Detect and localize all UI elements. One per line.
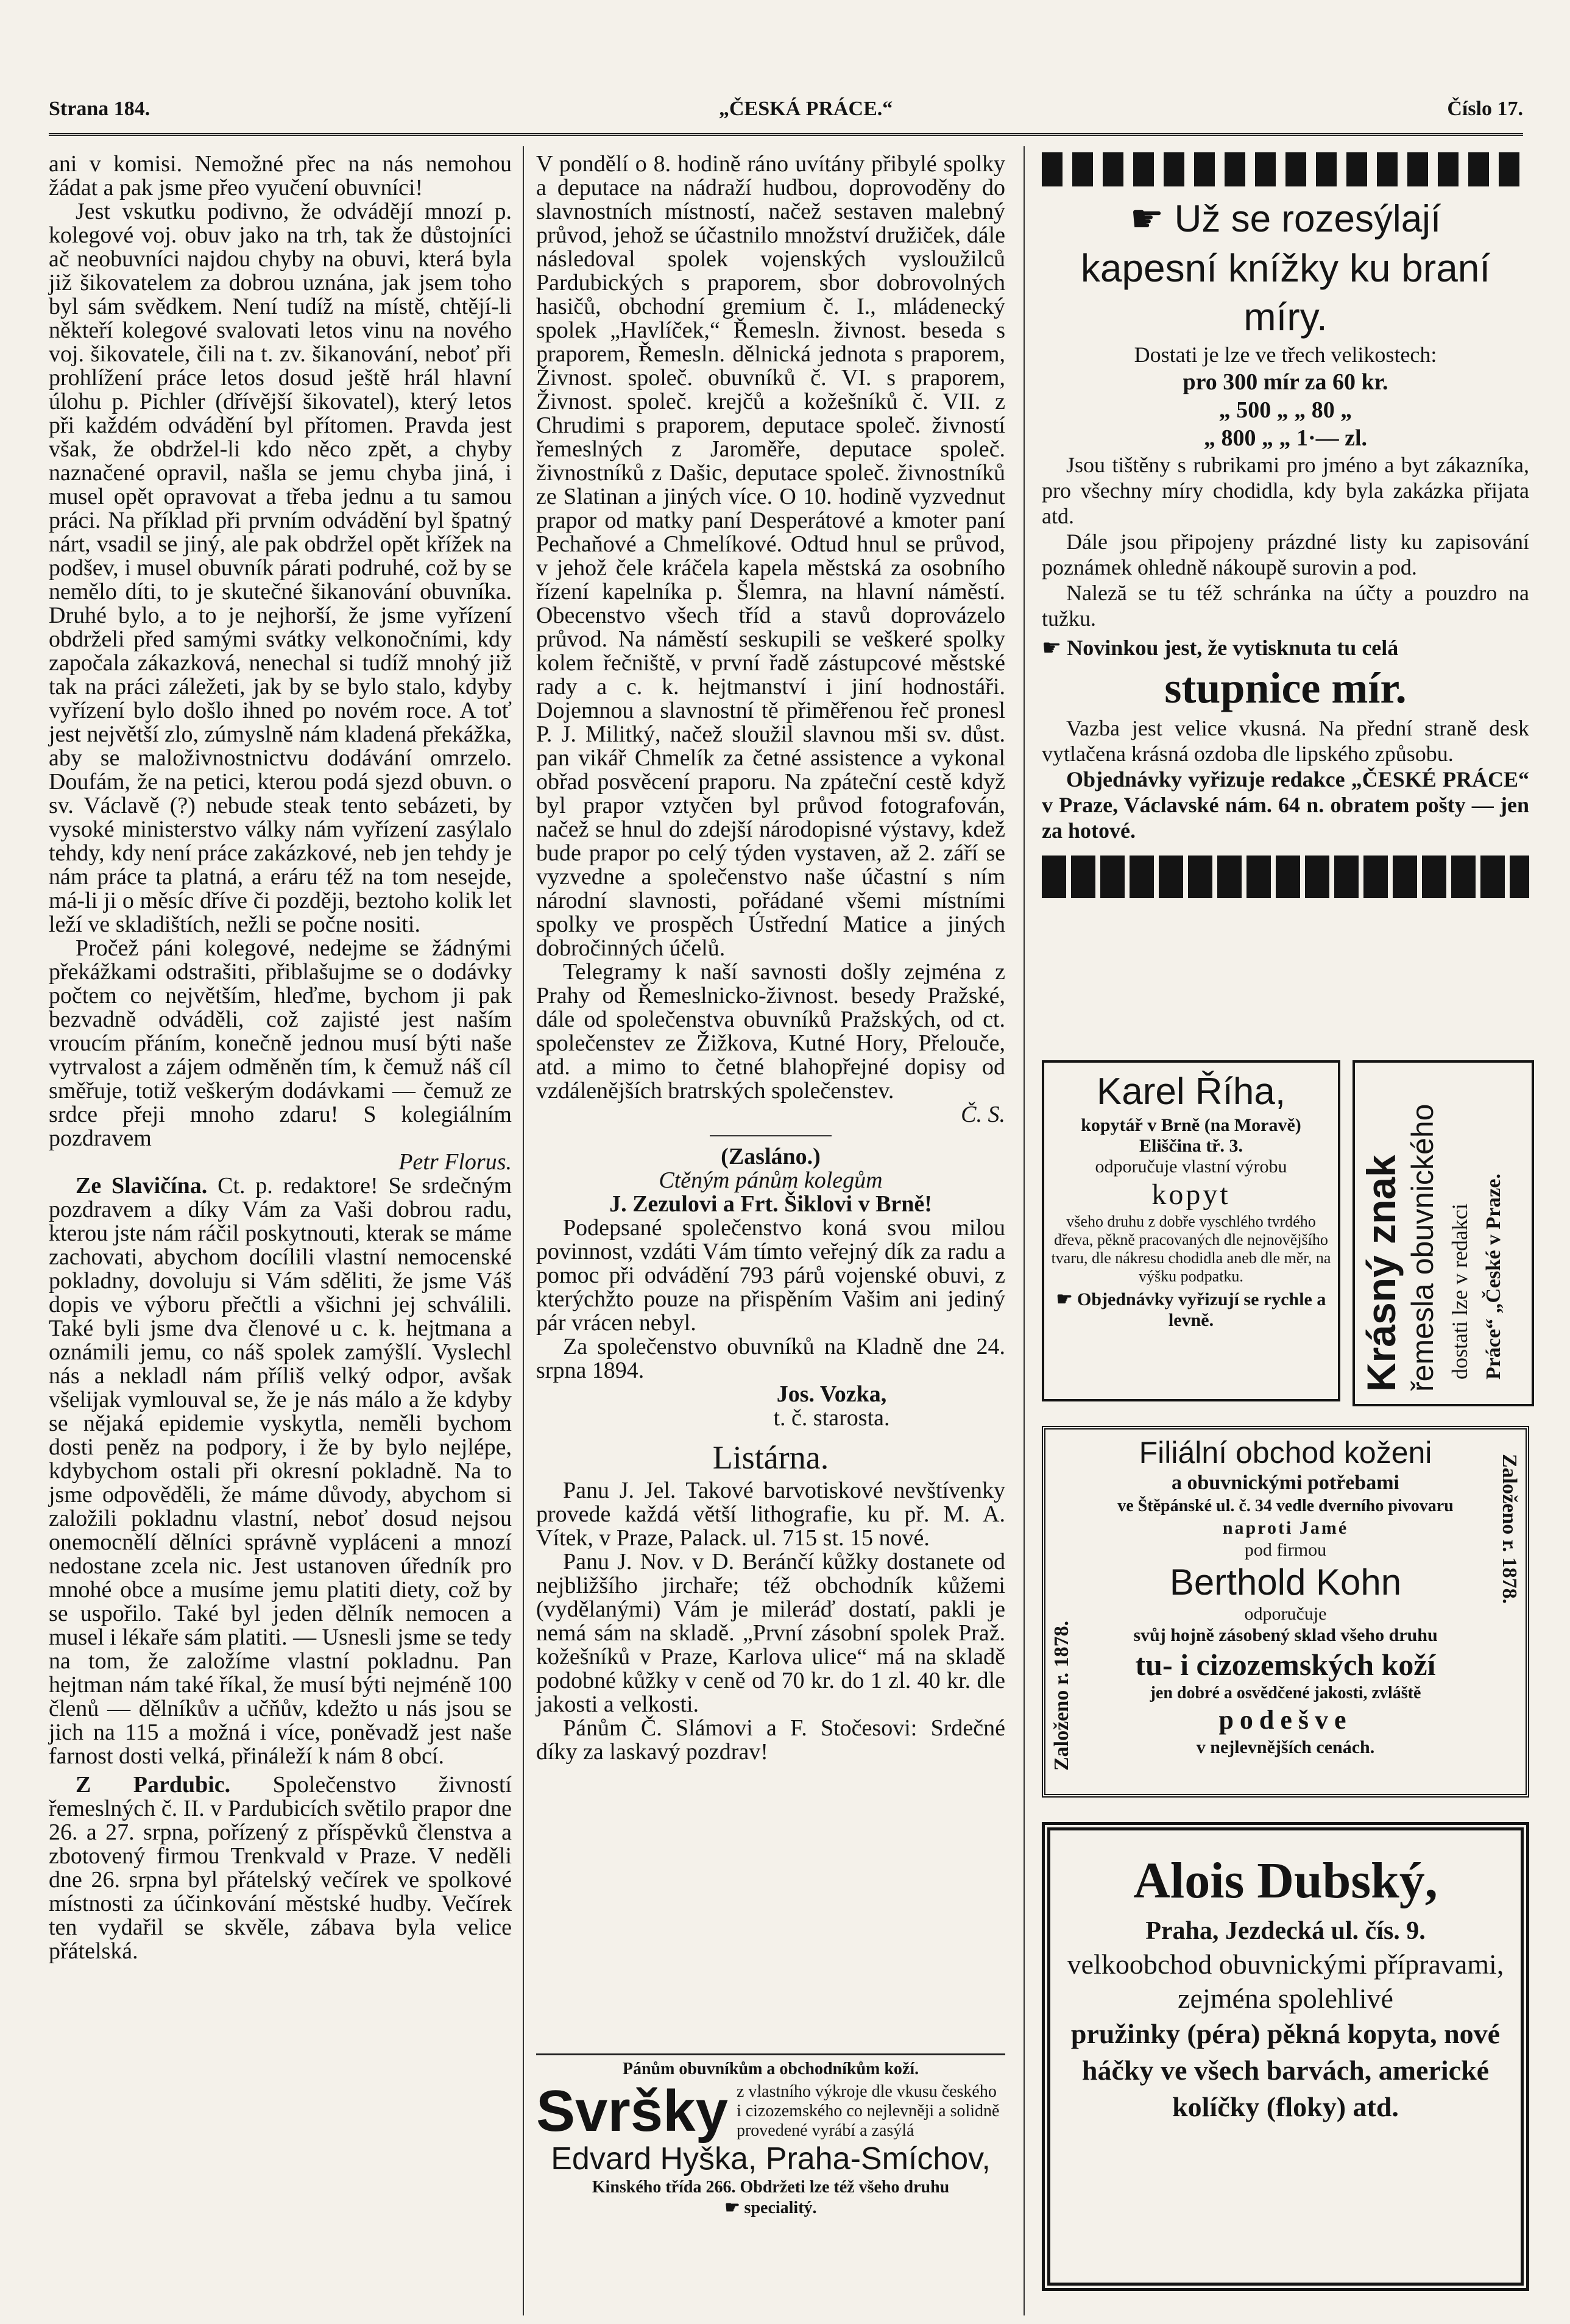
- ad-kohn: [1042, 1426, 1529, 1804]
- signature: Petr Florus.: [398, 1149, 512, 1175]
- paragraph: Ct. p. redaktore! Se srdečným pozdravem a díky Vám za Vaši dobrou radu, kterou jste nám ráčil poskytnouti, kterak se máme zachovati, abychom docílili vlastní nemocenské pokladny, dovoluju si Vám sděliti, že jsme Váš dopis ve výboru přečtli a všichni jej schválili. Také byli jsme dva členové u c. k. hejtmana a oznámili jemu, co náš spolek zamýšlí. Vyslechl nás a nekladl nám příliš velký odpor, avšak všelijak vymlouval se, že je nás málo a že kdyby se nějaká epidemie vyskytla, neměli bychom dosti peněz na podpory, i že by bylo nejlépe, kdybychom ostali při okresní pokladně. Na to jsme odpověděli, že máme důvody, abychom si založili pokladnu vlastní, neboť dosud nejsou onemocnělí dělníci správně vypláceni a mnozí nedostane zcela nic. Jest ustanoven úředník pro mnohé obce a musíme jemu platiti diety, což by se uspořilo. Také byl jeden dělník nemocen a musel i lékaře sám platiti. — Usnesli jsme se tedy na tom, že založíme vlastní pokladnu. Pan hejtman nám také říkal, že musí býti nejméně 100 členů — dělníkův a učňův, kdežto u nás jsou se jich na 115 a možná i více, poněvadž jest naše farnost dosti velká, přináleží k nám 8 obcí.: [49, 1173, 512, 1769]
- issue-number: Číslo 17.: [1447, 97, 1523, 120]
- divider: [710, 1135, 832, 1136]
- ad-address: Kinského třída 266. Obdržeti lze též všeho druhu: [592, 2178, 950, 2197]
- ad-title: ☛ Už se rozesýlají: [1130, 198, 1441, 240]
- section-heading: Ze Slavičína.: [76, 1173, 208, 1199]
- header-rule: [49, 133, 1523, 136]
- section-heading: Z Pardubic.: [76, 1772, 231, 1798]
- pointing-hand-icon: ☛: [1130, 198, 1175, 240]
- signature: Č. S.: [961, 1102, 1005, 1127]
- ad-vertical-text: dostati lze v redakci: [1448, 1203, 1472, 1380]
- ad-text: pod firmou: [1244, 1540, 1327, 1560]
- price-line: pro 300 mír za 60 kr.: [1183, 369, 1388, 395]
- column-divider: [523, 146, 524, 2315]
- price-line: „ 500 „ „ 80 „: [1218, 397, 1353, 423]
- ad-text: odporučuje: [1244, 1604, 1327, 1624]
- ad-specialty: ☛ specialitý.: [724, 2198, 817, 2217]
- paragraph: V pondělí o 8. hodině ráno uvítány přibylé spolky a deputace na nádraží hudbou, doprovoděny do slavnostních místností, načež sestaven malebný průvod, jehož se účastnilo množství družiček, dále následoval spolek vojenských vysloužilců Pardubických s praporem, sbor dobrovolných hasičů, obchodní gremium č. I., mládenecký spolek „Havlíček,“ Řemesln. živnost. beseda s praporem, Řemesln. dělnická jednota s praporem, Živnost. společ. obuvníků č. VI. s praporem, Živnost. společ. krejčů a kožešníků č. VII. z Chrudimi s praporem, deputace společ. živností řemeslných z Jaroměře, deputace společ. živnostníků z Dašic, deputace společ. živnostníků ze Slatinan a jiných více. O 10. hodině vyzvednut prapor od matky paní Desperátové a kmoter paní Pechaňové a Chmelíkové. Odtud hnul se průvod, v jehož čele kráčela kapela městská za osobního řízení kapelníka p. Šlemra, na hlavní náměstí. Obecenstvo všech tříd a stavů doprovázelo průvod. Na náměstí seskupili se veškeré spolky kolem řečniště, v první řadě zástupcové městské rady a c. k. hejtmanství i jiní hodnostáři. Dojemnou a slavnostní tě přiměřenou řeč pronesl P. J. Militký, načež sloužil slavnou mši sv. důst. pan vikář Chmelík za četné assistence a vykonal obřad posvěcení praporu. Na zpáteční cestě když byl prapor vztyčen byl průvod fotografován, načež se hnul do zdejší národopisné výstavy, kdež bude prapor po celý týden vystaven, až 2. září se vyzvedne a společenstvo naše účastní s ním národní slavnosti, pořádané všemi místními spolky ve prospěch Ústřední Matice a jiných dobročinných účelů.: [536, 151, 1005, 961]
- ad-riha: [1042, 1060, 1529, 1414]
- ad-text: Dále jsou připojeny prázdné listy ku zapisování poznámek ohledně nákoupě surovin a pod.: [1042, 530, 1529, 579]
- ad-text: svůj hojně zásobený sklad všeho druhu: [1133, 1625, 1438, 1645]
- ad-company-name: Edvard Hyška, Praha-Smíchov,: [551, 2141, 991, 2177]
- ad-text: pružinky (péra) pěkná kopyta, nové háčky ve všech barvách, americké kolíčky (floky) atd.: [1070, 2018, 1501, 2122]
- ad-text: velkoobchod obuvnickými přípravami, zejména spolehlivé: [1067, 1949, 1504, 2014]
- pointing-hand-icon: ☛: [1042, 636, 1067, 660]
- paragraph: Za společenstvo obuvníků na Kladně dne 24. srpna 1894.: [536, 1334, 1005, 1383]
- paragraph: Telegramy k naší savnosti došly zejména z Prahy od Řemeslnicko-živnost. besedy Pražské, dále od společenstva obuvníků Pražských, od ct. společenstev ze Žižkova, Kutné Hory, Přelouče, atd. a mimo to četné blahopřejné dopisy od vzdálenějších bratrských společenstev.: [536, 959, 1005, 1104]
- zaslano-subheading: Ctěným pánům kolegům: [659, 1167, 883, 1193]
- ad-vertical-text: Práce“ „České v Praze.: [1482, 1174, 1505, 1380]
- boots-decoration-icon: [1042, 152, 1529, 186]
- pointing-hand-icon: ☛: [724, 2198, 744, 2217]
- ad-text: Praha, Jezdecká ul. čís. 9.: [1145, 1917, 1426, 1945]
- ad-top-line: Pánům obuvníkům a obchodníkům koží.: [622, 2060, 919, 2078]
- ad-text: tu- i cizozemských koží: [1135, 1648, 1436, 1682]
- ad-knizky: [1042, 152, 1529, 1048]
- ad-svrsky-title: Svršky: [536, 2078, 728, 2144]
- column-1: [49, 152, 512, 1963]
- ad-text: odporučuje vlastní výrobu: [1095, 1157, 1287, 1177]
- zaslano-addressee: J. Zezulovi a Frt. Šiklovi v Brně!: [609, 1191, 932, 1217]
- ad-name: Alois Dubský,: [1133, 1852, 1438, 1909]
- column-divider: [1024, 146, 1025, 2315]
- column-2: [536, 152, 1005, 1764]
- paragraph: Panu J. Jel. Takové barvotiskové nevštívenky provede každá větší lithografie, ku př. M. A. Vítek, v Praze, Palack. ul. 715 st. 15 nové.: [536, 1478, 1005, 1551]
- ad-text: Jsou tištěny s rubrikami pro jméno a byt zákazníka, pro všechny míry chodidla, kdy byla zakázka přijata atd.: [1042, 453, 1529, 528]
- signatory-role: t. č. starosta.: [773, 1405, 890, 1431]
- ad-text: v nejlevnějších cenách.: [1196, 1737, 1375, 1757]
- paragraph: Pánům Č. Slámovi a F. Stočesovi: Srdečné díky za laskavý pozdrav!: [536, 1715, 1005, 1765]
- ad-side-text: Založeno r. 1878.: [1498, 1454, 1521, 1604]
- ad-text: jen dobré a osvědčené jakosti, zvláště: [1150, 1684, 1421, 1702]
- paragraph: Společenstvo živností řemeslných č. II. v Pardubicích světilo prapor dne 26. a 27. srpna, pořízený z příspěvků členstva a zbotovený firmou Trenkvald v Praze. V neděli dne 26. srpna byl přátelský večírek ve spolkové místnosti za účinkování městské hudby. Večírek ten vydařil se skvěle, zábava byla velice přátelská.: [49, 1772, 512, 1964]
- ad-side-text: Založeno r. 1878.: [1050, 1620, 1073, 1771]
- pointing-hand-icon: ☛: [1056, 1289, 1078, 1309]
- ad-text: Dostati je lze ve třech velikostech:: [1134, 342, 1437, 367]
- ad-title: Filiální obchod koženi: [1139, 1436, 1432, 1470]
- ad-text: ve Štěpánské ul. č. 34 vedle dverního pivovaru: [1117, 1497, 1454, 1515]
- ad-kohn-body: [1082, 1434, 1489, 1759]
- ad-text: Eliščina tř. 3.: [1139, 1136, 1243, 1156]
- ad-subtitle: kapesní knížky ku braní míry.: [1080, 246, 1491, 339]
- paragraph: Panu J. Nov. v D. Beránčí kůžky dostanete od nejbližšího jirchaře; též obchodník kůžemi (vydělanými) Vám je mileráď dostatí, pakli je nemá sám na skladě. „První zásobní spolek Praž. kožešníků v Praze, Karlova ulice“ má na skladě podobné kůžky v ceně od 70 kr. do 1 zl. 40 kr. dle jakosti a velkosti.: [536, 1549, 1005, 1717]
- ad-name: Karel Říha,: [1096, 1071, 1286, 1113]
- signatory-name: Jos. Vozka,: [776, 1381, 887, 1407]
- ad-text: Vazba jest velice vkusná. Na přední straně desk vytlačena krásná ozdoba dle lipského způsobu.: [1042, 716, 1529, 766]
- ad-kohn-frame: [1042, 1426, 1529, 1798]
- listarna-heading: Listárna.: [712, 1439, 829, 1476]
- ad-text: ☛ Novinkou jest, že vytisknuta tu celá: [1042, 636, 1399, 660]
- hands-decoration-icon: [1042, 856, 1529, 898]
- paragraph: Podepsané společenstvo koná svou milou povinnost, vzdáti Vám tímto veřejný dík za radu a pomoc při odvádění 793 párů vojenské obuvi, z kterýchžto pouze na přispěním Vašim ani jediný pár vrácen nebyl.: [536, 1215, 1005, 1336]
- ad-stupnice: stupnice mír.: [1164, 664, 1407, 712]
- ad-text: podešve: [1218, 1705, 1353, 1735]
- ad-text: všeho druhu z dobře vyschlého tvrdého dřeva, pěkně pracovaných dle nejnovějšího tvaru, dle nákresu chodidla aneb dle měr, na výšku podpatku.: [1051, 1213, 1331, 1285]
- ad-riha-box: [1042, 1060, 1340, 1401]
- ad-vertical-text: řemesla obuvnického: [1406, 1104, 1440, 1392]
- ad-text: z vlastního výkroje dle vkusu českého i cizozemského co nejlevněji a solidně provedené vyrábí a zasýlá: [736, 2082, 1000, 2140]
- newspaper-title: „ČESKÁ PRÁCE.“: [719, 97, 893, 120]
- page-header: [49, 97, 1523, 134]
- ad-kopyt: kopyt: [1151, 1178, 1231, 1211]
- ad-dubsky-frame: [1042, 1822, 1529, 2291]
- paragraph: ani v komisi. Nemožné přec na nás nemohou žádat a pak jsme přeo vyučení obuvníci!: [49, 151, 512, 200]
- ad-text: Objednávky vyřizuje redakce „ČESKÉ PRÁCE“ v Praze, Václavské nám. 64 n. obratem pošty — jen za hotové.: [1042, 767, 1529, 843]
- ad-text: Naleză se tu též schránka na účty a pouzdro na tužku.: [1042, 581, 1529, 631]
- paragraph: Jest vskutku podivno, že odvádějí mnozí p. kolegové voj. obuv jako na trh, tak že důstojníci ač neobuvníci najdou chyby na obuvi, která byla již šikovatelem za dobrou uznána, jak jsem toho byl sám svědkem. Není tudíž na místě, chtějí-li někteří kolegové svalovati letos vinu na nového voj. šikovatele, čili na t. zv. šikanování, neboť při prohlížení práce letos dosud ještě hrál hlavní úlohu p. Pichler (dřívější šikovatel), který letos při každém odvádění byl přítomen. Pravda jest však, že obdržel-li kdo něco zpět, a chyby naznačené opravil, našla se jemu chyba jiná, i musel opět opravovat a třeba jednu a tu samou práci. Na příklad při prvním odvádění byl špatný nárt, vsadil se jiný, ale pak obdržel opět křížek na podšev, i musel obuvník párati podruhé, což by se nemělo díti, to je skutečné šikanování obuvníka. Druhé bylo, a to je nejhorší, že jsme vyřízení obdrželi před samými svátky velkonočními, kdy započala zákazková, nenechal si tudíž mnohý již tak na práci záležeti, jak by se bylo stalo, kdyby vyřízení bylo došlo ihned po novém roce. A toť jest největší zlo, zúmyslně nám kladená překážka, aby se maloživnostnictvu dodávání omrzelo. Doufám, že na petici, kterou podá sjezd obuvn. o sv. Václavě (?) nebude steak tento sebázeti, by vysoké ministerstvo války nám vyřízení zasýlalo tehdy, kdy není práce zakázkové, neb jen tehdy je nám práce ta platná, a eráru též na tom nesejde, má-li ji o měsíc dříve či později, beztoho kolik let leží ve skladištích, nežli se počne nositi.: [49, 199, 512, 937]
- ad-text: a obuvnickými potřebami: [1171, 1472, 1400, 1494]
- ad-text: ☛ Objednávky vyřizují se rychle a levně.: [1056, 1289, 1326, 1330]
- page-number: Strana 184.: [49, 97, 150, 120]
- price-line: „ 800 „ „ 1·— zl.: [1203, 425, 1368, 451]
- ad-znak-box: [1353, 1060, 1534, 1406]
- paragraph: Pročež páni kolegové, nedejme se žádnými překážkami odstrašiti, přiblašujme se o dodávky počtem co největším, hleďme, bychom ji pak bezvadně odváděli, což zajisté jest naším vroucím přáním, konečně jednou musí býti naše vytrvalost a zájem odměněn tím, k čemuž náš cíl směřuje, totiž veškerým dodávkami — čemuž ze srdce přeji mnoho zdaru! S kolegiálním pozdravem: [49, 935, 512, 1151]
- ad-vertical-text: Krásný znak: [1359, 1155, 1404, 1392]
- ad-text: naproti Jamé: [1222, 1518, 1349, 1538]
- ad-svrsky: [536, 2053, 1005, 2219]
- zaslano-heading: (Zasláno.): [721, 1144, 821, 1169]
- ad-dubsky: [1042, 1822, 1529, 2297]
- ad-name: Berthold Kohn: [1169, 1562, 1402, 1603]
- ad-text: kopytář v Brně (na Moravě): [1081, 1115, 1301, 1135]
